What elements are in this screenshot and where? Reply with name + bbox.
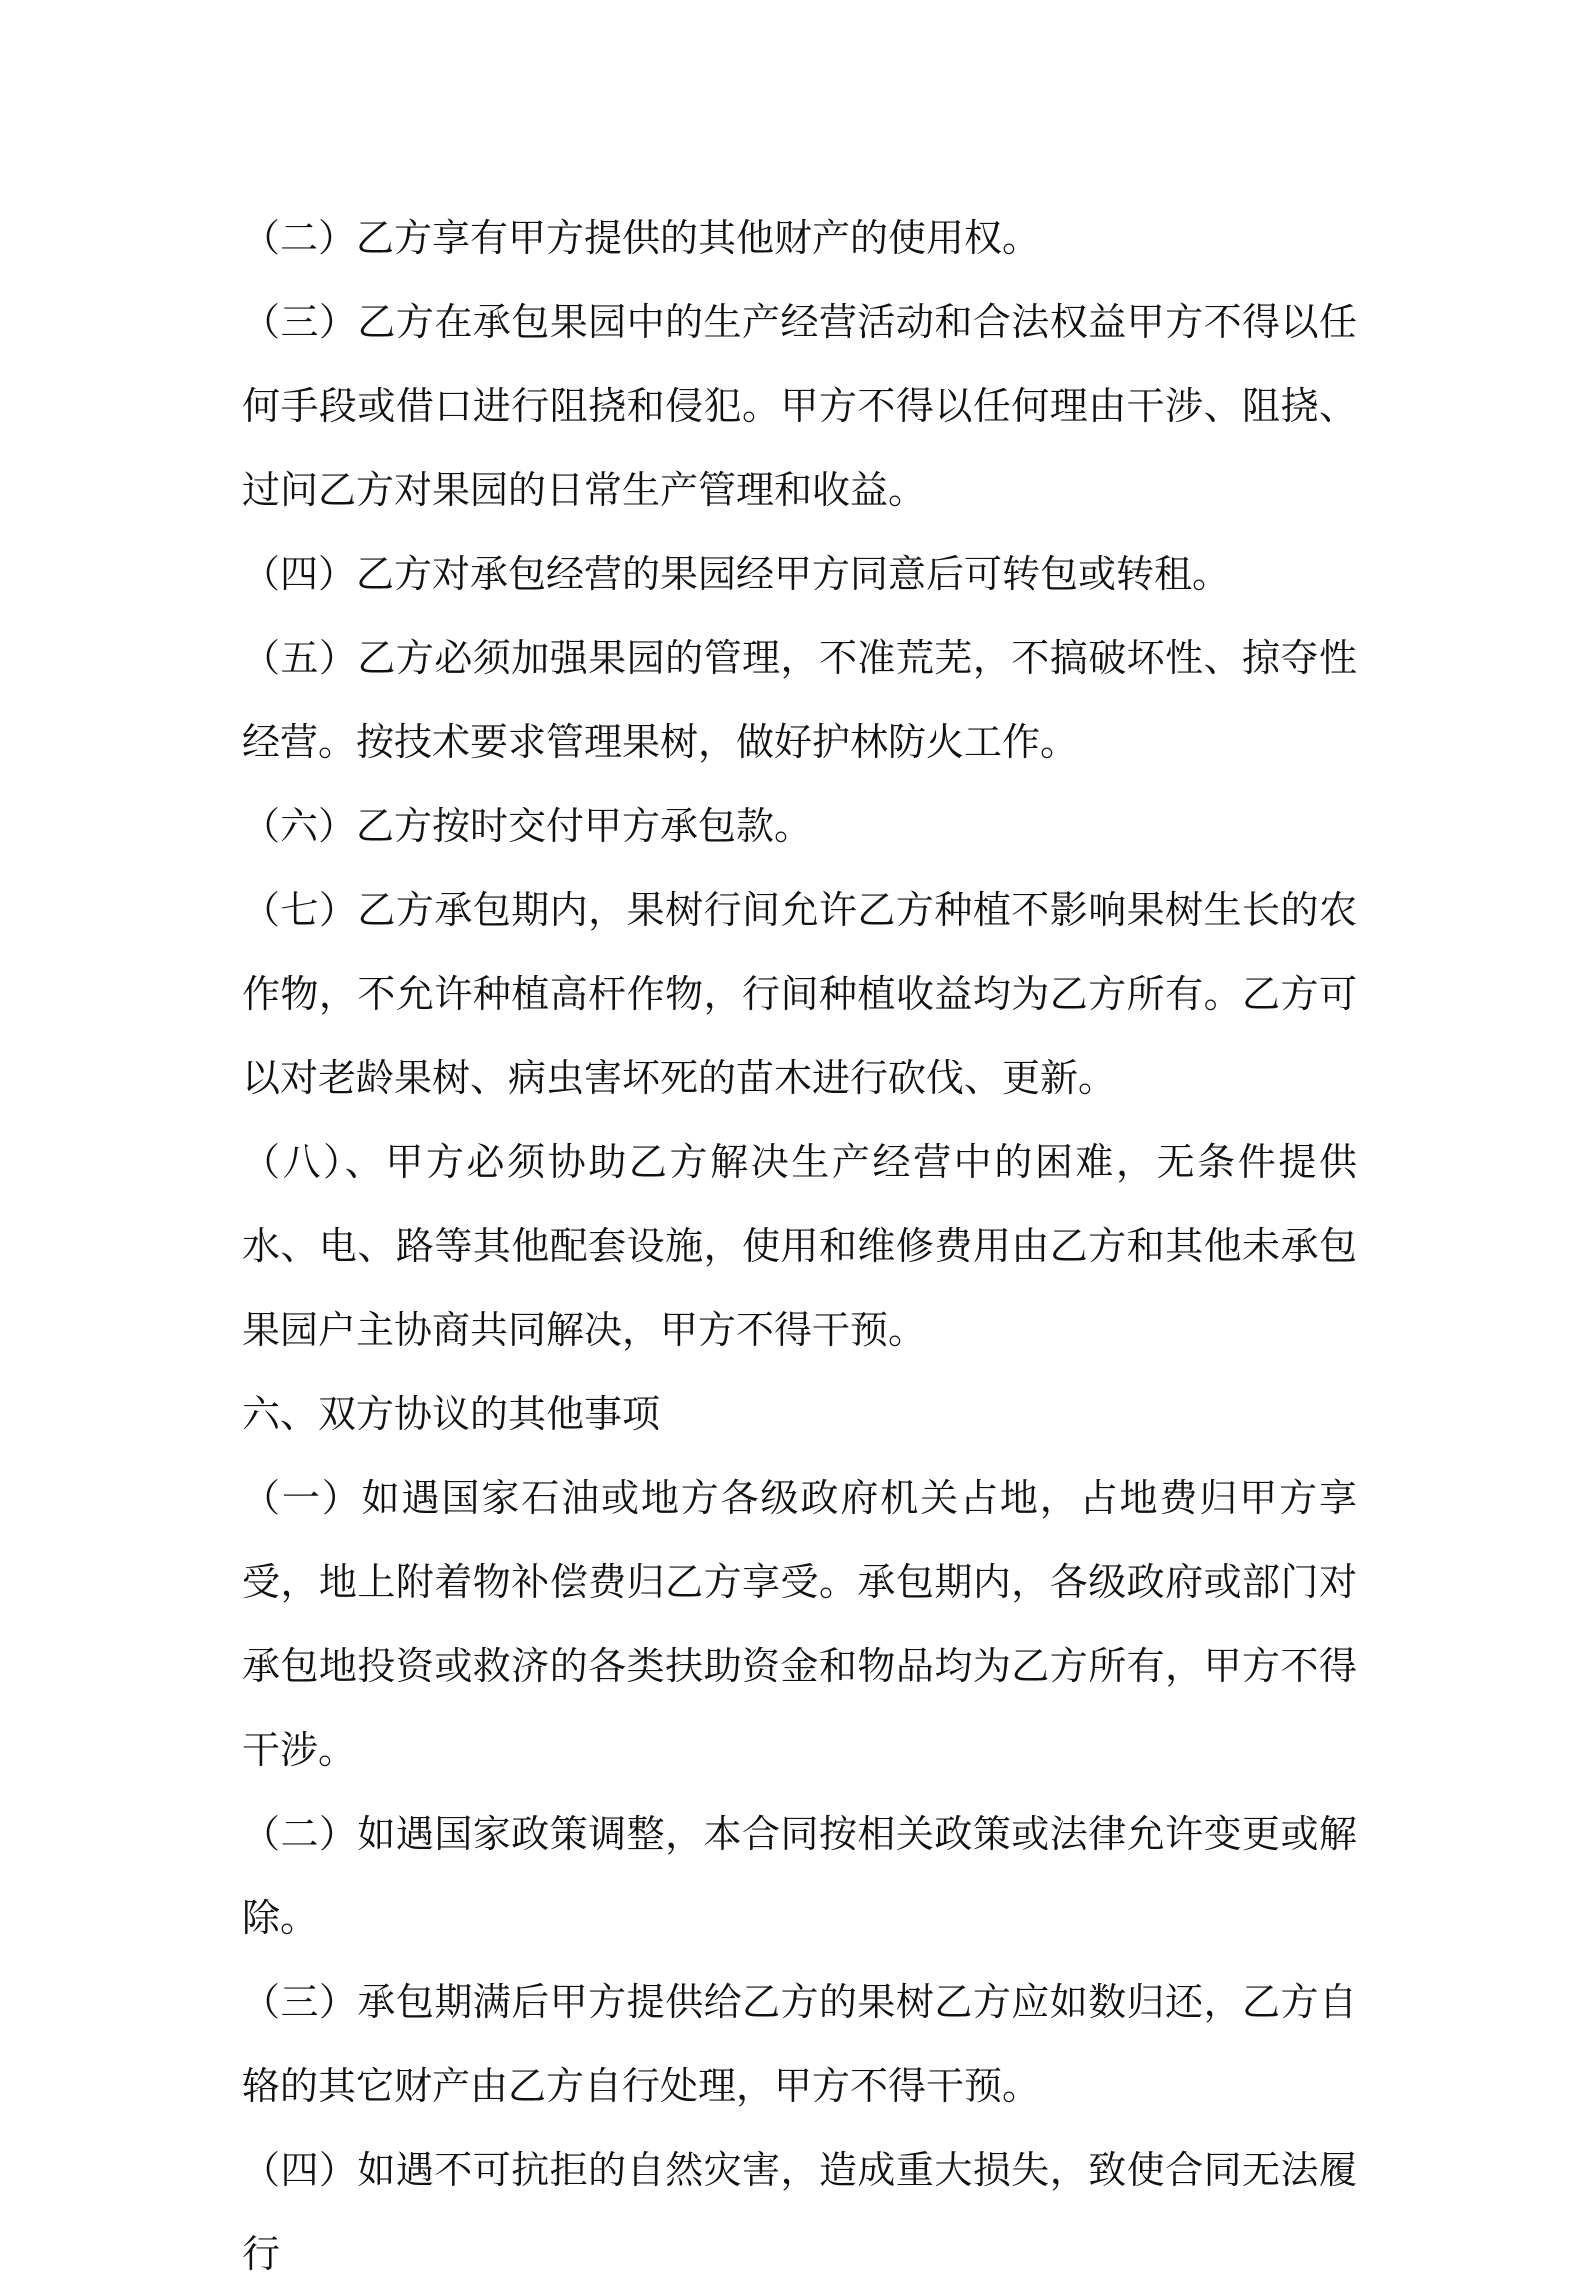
paragraph-6: （六）乙方按时交付甲方承包款。 [242, 804, 813, 848]
paragraph-8: （八）、甲方必须协助乙方解决生产经营中的困难，无条件提供水、电、路等其他配套设施，使用和维修费用由乙方和其他未承包果园户主协商共同解决，甲方不得干预。 [242, 1140, 1357, 1352]
paragraph-4: （四）乙方对承包经营的果园经甲方同意后可转包或转租。 [242, 552, 1231, 596]
section-heading-6: 六、双方协议的其他事项 [242, 1392, 661, 1436]
paragraph-6-2: （二）如遇国家政策调整，本合同按相关政策或法律允许变更或解除。 [242, 1812, 1357, 1940]
paragraph-2: （二）乙方享有甲方提供的其他财产的使用权。 [242, 216, 1041, 260]
paragraph-6-4: （四）如遇不可抗拒的自然灾害，造成重大损失，致使合同无法履行 [242, 2148, 1357, 2276]
paragraph-7: （七）乙方承包期内，果树行间允许乙方种植不影响果树生长的农作物，不允许种植高杆作物，行间种植收益均为乙方所有。乙方可以对老龄果树、病虫害坏死的苗木进行砍伐、更新。 [242, 888, 1357, 1100]
document-body [242, 196, 1357, 2296]
paragraph-6-1: （一）如遇国家石油或地方各级政府机关占地，占地费归甲方享受，地上附着物补偿费归乙方享受。承包期内，各级政府或部门对承包地投资或救济的各类扶助资金和物品均为乙方所有，甲方不得干涉。 [242, 1476, 1357, 1772]
paragraph-6-3: （三）承包期满后甲方提供给乙方的果树乙方应如数归还，乙方自辂的其它财产由乙方自行处理，甲方不得干预。 [242, 1980, 1357, 2108]
paragraph-5: （五）乙方必须加强果园的管理，不准荒芜，不搞破坏性、掠夺性经营。按技术要求管理果树，做好护林防火工作。 [242, 636, 1357, 764]
paragraph-3: （三）乙方在承包果园中的生产经营活动和合法权益甲方不得以任何手段或借口进行阻挠和侵犯。甲方不得以任何理由干涉、阻挠、过问乙方对果园的日常生产管理和收益。 [242, 300, 1357, 512]
